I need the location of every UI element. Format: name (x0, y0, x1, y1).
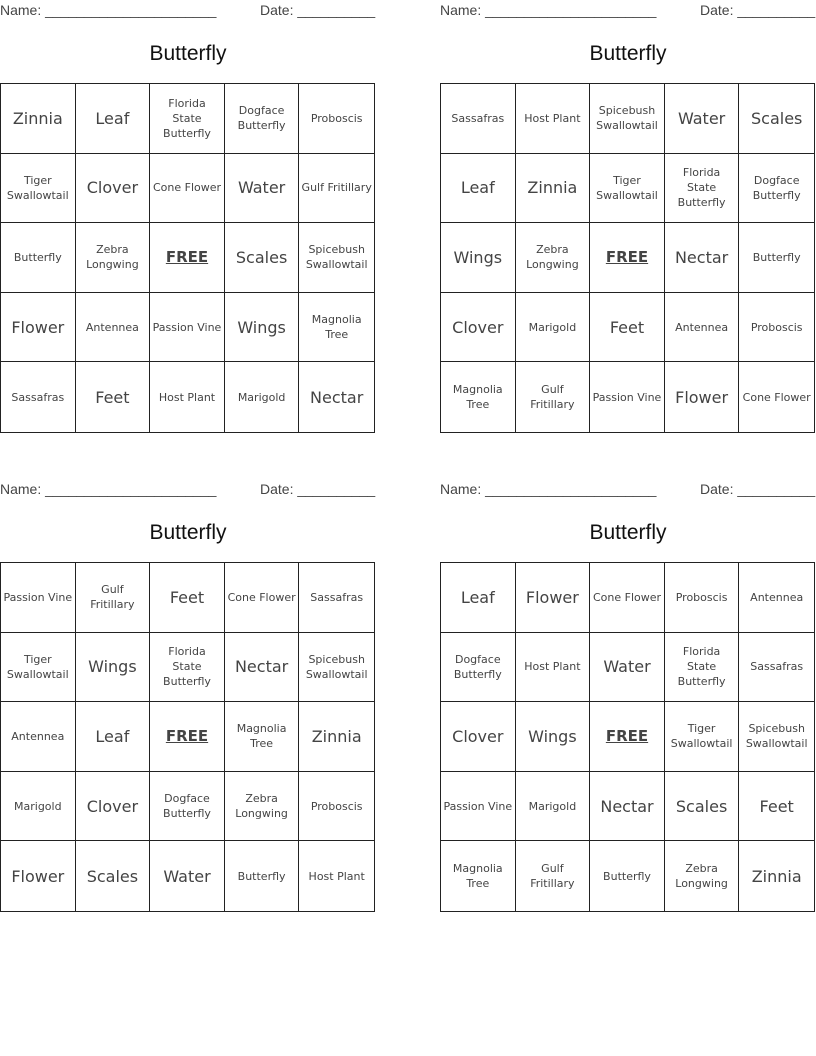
bingo-cell: Magnolia Tree (441, 841, 516, 911)
bingo-cell: Host Plant (308, 869, 365, 883)
bingo-cell: Flower (1, 293, 76, 363)
free-space: FREE (150, 702, 225, 772)
bingo-cell: Magnolia Tree (441, 362, 516, 432)
bingo-cell: Zebra Longwing (516, 223, 591, 293)
bingo-cell: Zebra Longwing (665, 841, 740, 911)
bingo-cell: Florida State Butterfly (665, 154, 740, 224)
bingo-cell: Sassafras (1, 362, 76, 432)
bingo-cell: Marigold (516, 293, 591, 363)
bingo-cell: Clover (76, 772, 151, 842)
bingo-card-2 (440, 0, 816, 432)
bingo-cell: Passion Vine (590, 362, 665, 432)
bingo-cell: Passion Vine (150, 293, 225, 363)
bingo-cell: Gulf Fritillary (516, 362, 591, 432)
bingo-cell: Dogface Butterfly (441, 633, 516, 703)
bingo-cell: Leaf (76, 84, 151, 154)
bingo-cell: Gulf Fritillary (76, 563, 151, 633)
bingo-cell: Tiger Swallowtail (665, 702, 740, 772)
bingo-cell: Leaf (76, 702, 151, 772)
bingo-cell: Butterfly (225, 841, 300, 911)
bingo-cell: Spicebush Swallowtail (299, 633, 374, 703)
card-title: Butterfly (589, 42, 667, 65)
name-line: Name: ______________________ (440, 481, 657, 497)
bingo-cell: Gulf Fritillary (516, 841, 591, 911)
bingo-cell: Gulf Fritillary (299, 154, 374, 224)
bingo-cell: Scales (665, 772, 740, 842)
name-line: Name: ______________________ (0, 2, 217, 18)
date-line: Date: __________ (700, 2, 816, 18)
card-title: Butterfly (589, 521, 667, 544)
bingo-cell: Antennea (665, 293, 740, 363)
bingo-cell: Sassafras (739, 633, 814, 703)
free-space: FREE (590, 223, 665, 293)
bingo-cell: Nectar (590, 772, 665, 842)
bingo-cell: Nectar (225, 633, 300, 703)
bingo-grid (440, 83, 815, 433)
bingo-cell: Spicebush Swallowtail (739, 702, 814, 772)
bingo-cell: Flower (665, 362, 740, 432)
bingo-grid (440, 562, 815, 912)
bingo-grid (0, 562, 375, 912)
bingo-cell: Flower (516, 563, 591, 633)
bingo-card-1 (0, 0, 376, 432)
bingo-cell: Proboscis (665, 563, 740, 633)
bingo-cell: Zinnia (751, 866, 802, 886)
bingo-cell: Florida State Butterfly (150, 633, 225, 703)
bingo-cell: Water (590, 633, 665, 703)
bingo-grid (0, 83, 375, 433)
date-line: Date: __________ (700, 481, 816, 497)
bingo-cell: Cone Flower (590, 563, 665, 633)
bingo-cell: Clover (76, 154, 151, 224)
bingo-cell: Tiger Swallowtail (1, 633, 76, 703)
bingo-card-4 (440, 479, 816, 911)
bingo-cell: Wings (516, 702, 591, 772)
bingo-cell: Antennea (739, 563, 814, 633)
bingo-cell: Marigold (1, 772, 76, 842)
bingo-cell: Host Plant (516, 84, 591, 154)
bingo-cell: Zebra Longwing (76, 223, 151, 293)
bingo-cell: Tiger Swallowtail (1, 154, 76, 224)
bingo-cell: Passion Vine (1, 563, 76, 633)
bingo-cell: Leaf (441, 563, 516, 633)
free-space: FREE (590, 702, 665, 772)
bingo-cell: Leaf (441, 154, 516, 224)
bingo-cell: Sassafras (299, 563, 374, 633)
bingo-cell: Scales (76, 841, 151, 911)
bingo-cell: Butterfly (590, 841, 665, 911)
bingo-cell: Wings (76, 633, 151, 703)
bingo-cell: Clover (441, 293, 516, 363)
bingo-cell: Cone Flower (225, 563, 300, 633)
name-line: Name: ______________________ (0, 481, 217, 497)
bingo-cell: Feet (739, 772, 814, 842)
bingo-cell: Zinnia (1, 84, 76, 154)
name-line: Name: ______________________ (440, 2, 657, 18)
bingo-cell: Proboscis (739, 293, 814, 363)
bingo-cell: Magnolia Tree (225, 702, 300, 772)
bingo-cell: Magnolia Tree (299, 293, 374, 363)
bingo-cell: Nectar (310, 387, 364, 407)
bingo-cell: Marigold (516, 772, 591, 842)
bingo-cell: Cone Flower (742, 390, 811, 404)
bingo-cell: Host Plant (150, 362, 225, 432)
bingo-cell: Spicebush Swallowtail (299, 223, 374, 293)
bingo-cell: Water (225, 154, 300, 224)
bingo-cell: Scales (739, 84, 814, 154)
bingo-cell: Water (665, 84, 740, 154)
bingo-cell: Marigold (225, 362, 300, 432)
card-title: Butterfly (149, 42, 227, 65)
bingo-cell: Proboscis (299, 772, 374, 842)
bingo-cell: Butterfly (739, 223, 814, 293)
bingo-cell: Scales (225, 223, 300, 293)
bingo-cell: Host Plant (516, 633, 591, 703)
bingo-cell: Wings (225, 293, 300, 363)
date-line: Date: __________ (260, 2, 376, 18)
bingo-cell: Zinnia (516, 154, 591, 224)
bingo-cell: Sassafras (441, 84, 516, 154)
bingo-cell: Butterfly (1, 223, 76, 293)
bingo-cell: Antennea (1, 702, 76, 772)
bingo-cell: Clover (441, 702, 516, 772)
bingo-cell: Florida State Butterfly (665, 633, 740, 703)
bingo-cell: Antennea (76, 293, 151, 363)
date-line: Date: __________ (260, 481, 376, 497)
bingo-cell: Florida State Butterfly (150, 84, 225, 154)
bingo-cell: Passion Vine (441, 772, 516, 842)
bingo-cell: Water (150, 841, 225, 911)
bingo-cell: Dogface Butterfly (150, 772, 225, 842)
bingo-cell: Dogface Butterfly (225, 84, 300, 154)
bingo-cell: Flower (1, 841, 76, 911)
bingo-cell: Feet (76, 362, 151, 432)
bingo-cell: Zebra Longwing (225, 772, 300, 842)
card-title: Butterfly (149, 521, 227, 544)
bingo-cell: Spicebush Swallowtail (590, 84, 665, 154)
bingo-cell: Tiger Swallowtail (590, 154, 665, 224)
bingo-cell: Proboscis (299, 84, 374, 154)
bingo-cell: Dogface Butterfly (739, 154, 814, 224)
bingo-cell: Zinnia (299, 702, 374, 772)
free-space: FREE (150, 223, 225, 293)
bingo-cell: Feet (590, 293, 665, 363)
bingo-cell: Nectar (665, 223, 740, 293)
bingo-cell: Wings (441, 223, 516, 293)
bingo-cell: Feet (150, 563, 225, 633)
bingo-card-3 (0, 479, 376, 911)
bingo-cell: Cone Flower (150, 154, 225, 224)
